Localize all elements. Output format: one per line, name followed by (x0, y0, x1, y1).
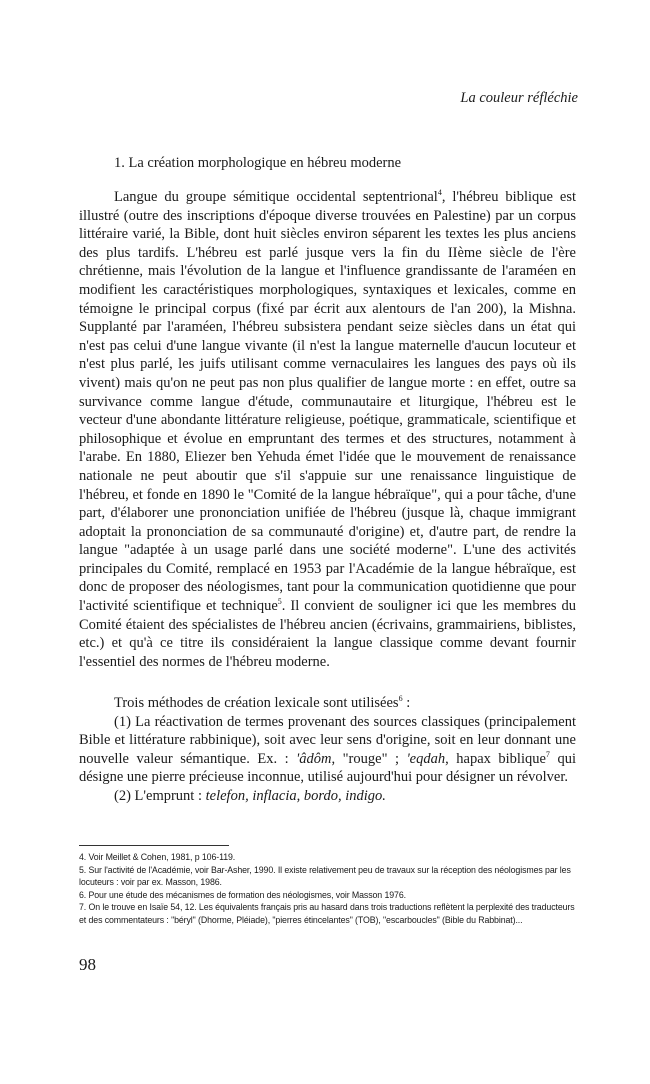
section-title: 1. La création morphologique en hébreu moderne (114, 155, 402, 171)
p2-intro-end: : (402, 695, 411, 711)
method-1-text-a: (1) La réactivation de termes provenant des sources classiques (principalement Bible et littérature rabbinique), soit avec leur sens d'origine, soit en leur donnant une nouvelle valeur sémantique. Ex. : (79, 713, 576, 767)
borrowed-words: telefon, inflacia, bordo, indigo. (205, 787, 386, 804)
footnote-7: 7. On le trouve en Isaïe 54, 12. Les équivalents français pris au hasard dans trois traductions reflètent la perplexité des traducteurs et des commentateurs : "béryl" (Dhorme, Pléiade), "pierres étincelantes" (TOB), "escarboucles" (Bible du Rabbinat)... (79, 902, 575, 925)
footnotes (79, 851, 576, 926)
p2-intro: Trois méthodes de création lexicale sont utilisées (114, 695, 399, 711)
hebrew-term-eqdah: 'eqdah (406, 750, 446, 767)
footnote-rule (79, 845, 229, 846)
footnote-ref-6[interactable]: 6 (398, 694, 403, 704)
method-1-text-c: , hapax biblique (445, 750, 546, 767)
method-2-text: (2) L'emprunt : (114, 787, 206, 804)
hebrew-term-adom: 'âdôm (296, 750, 332, 767)
method-1-text-b: , "rouge" ; (331, 750, 407, 767)
page-number: 98 (79, 955, 96, 974)
footnote-ref-7[interactable]: 7 (545, 749, 550, 759)
footnote-6: 6. Pour une étude des mécanismes de formation des néologismes, voir Masson 1976. (79, 889, 406, 900)
footnote-ref-5[interactable]: 5 (277, 597, 282, 607)
footnote-4: 4. Voir Meillet & Cohen, 1981, p 106-119. (79, 852, 236, 862)
p1-text-a: Langue du groupe sémitique occidental septentrional (114, 189, 438, 205)
body-paragraph-1 (79, 188, 576, 671)
p1-text-c: . Il convient de souligner ici que les membres du Comité étaient des spécialistes de l'hébreu ancien (écrivains, grammairiens, biblistes, etc.) et qu'à ce titre ils considéraient la langue classique comme devant fournir l'essentiel des normes de l'hébreu moderne. (79, 598, 576, 670)
p1-text-b: , l'hébreu biblique est illustré (outre des inscriptions d'époque diverse trouvées en Palestine) par un corpus littéraire varié, la Bible, dont huit siècles environ séparent les textes les plus anciens des plus tardifs. L'hébreu est parlé jusque vers la fin du IIème siècle de l'ère chrétienne, mais l'évolution de la langue et l'influence grandissante de l'araméen en modifient les caractéristiques morphologiques, syntaxiques et lexicales, comme en témoigne le principal corpus (fixé par écrit aux alentours de l'an 200), la Mishna. Supplanté par l'araméen, l'hébreu subsistera pendant seize siècles dans un état qui n'est pas celui d'une langue vivante (il n'est la langue maternelle d'aucun locuteur et n'est plus parlé, les juifs utilisant comme vernaculaires les langues des pays où ils vivent) mais qu'on ne peut pas non plus qualifier de langue morte : en effet, outre sa survivance comme langue d'étude, communautaire et liturgique, l'hébreu est le vecteur d'une abondante littérature religieuse, poétique, grammaticale, scientifique et philosophique et évolue en empruntant des termes et des structures, notamment à l'arabe. En 1880, Eliezer ben Yehuda émet l'idée que le mouvement de renaissance nationale ne peut aboutir que s'il s'appuie sur une renaissance linguistique de l'hébreu, et fonde en 1890 le "Comité de la langue hébraïque", qui a pour tâche, d'une part, d'élaborer une prononciation unifiée de l'hébreu (jusque là, chaque immigrant adoptait la prononciation de sa communauté d'origine) et, d'autre part, de rendre la langue "adaptée à un usage parlé dans une société moderne". L'une des activités principales du Comité, remplacé en 1953 par l'Académie de la langue hébraïque, est donc de proposer des néologismes, tant pour la communication quotidienne que pour l'activité scientifique et technique (79, 189, 576, 615)
footnote-ref-4[interactable]: 4 (437, 188, 442, 198)
running-head: La couleur réfléchie (460, 90, 578, 106)
method-1-text-d: qui désigne une pierre précieuse inconnue, utilisé aujourd'hui pour désigner un révolver. (79, 750, 576, 786)
footnote-5: 5. Sur l'activité de l'Académie, voir Bar-Asher, 1990. Il existe relativement peu de travaux sur la réception des néologismes par les locuteurs : voir par ex. Masson, 1986. (79, 864, 571, 887)
body-paragraph-2 (79, 694, 576, 806)
